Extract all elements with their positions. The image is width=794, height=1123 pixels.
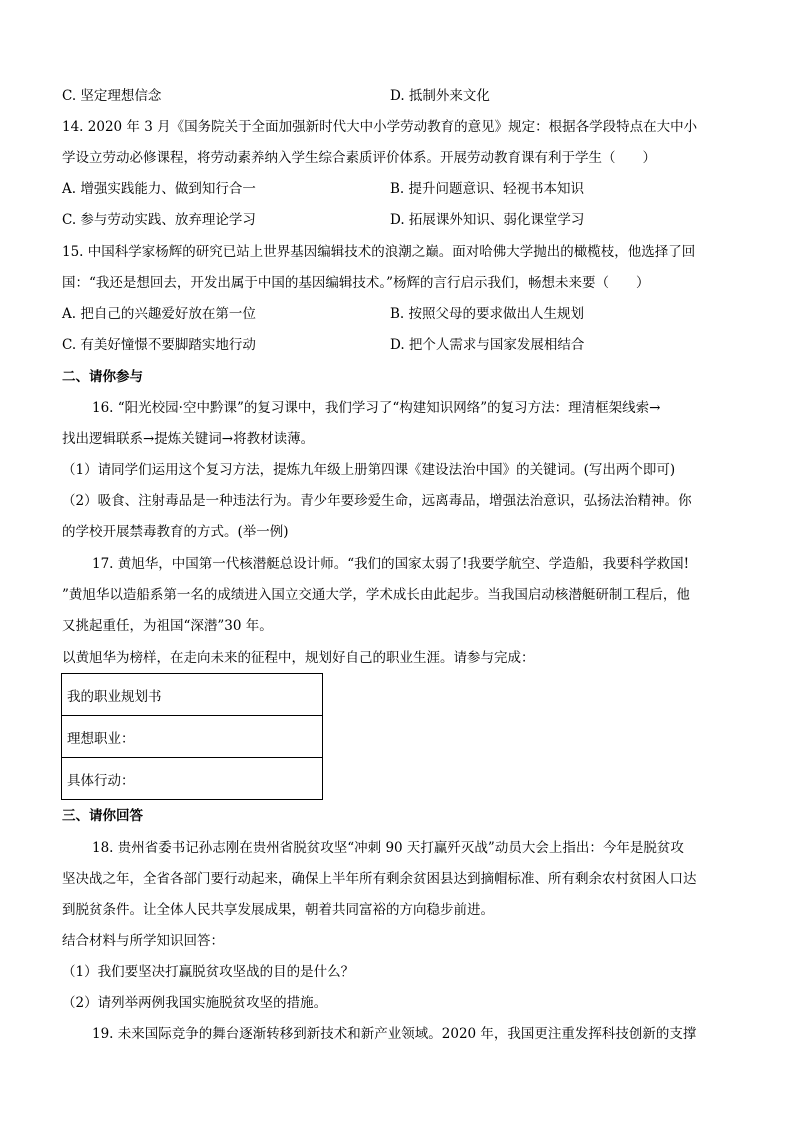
section-3-heading: 三、请你回答	[62, 808, 143, 824]
ideal-career-cell: 理想职业：	[62, 716, 323, 758]
q16-subquestion-1: （1）请同学们运用这个复习方法，提炼九年级上册第四课《建设法治中国》的关键词。(写出两个即可)	[62, 462, 676, 478]
q14-option-c: C. 参与劳动实践、放弃理论学习	[62, 212, 256, 228]
q15-option-b: B. 按照父母的要求做出人生规划	[390, 306, 585, 322]
q16-stem-line1: 16. “阳光校园·空中黔课”的复习课中，我们学习了“构建知识网络”的复习方法：理清框架线索→	[92, 400, 661, 416]
career-plan-table	[61, 673, 323, 800]
q17-prompt: 以黄旭华为榜样，在走向未来的征程中，规划好自己的职业生涯。请参与完成：	[62, 650, 535, 666]
q17-stem-line1: 17. 黄旭华，中国第一代核潜艇总设计师。“我们的国家太弱了!我要学航空、学造船，我要科学救国!	[92, 556, 690, 572]
concrete-actions-cell: 具体行动：	[62, 758, 323, 800]
q18-stem-line2: 坚决战之年，全省各部门要行动起来，确保上半年所有剩余贫困县达到摘帽标准、所有剩余农村贫困人口达	[62, 871, 697, 887]
q14-stem-line2: 学设立劳动必修课程，将劳动素养纳入学生综合素质评价体系。开展劳动教育课有利于学生（ ）	[62, 150, 656, 166]
q16-subquestion-2-line2: 的学校开展禁毒教育的方式。(举一例)	[62, 524, 289, 540]
q15-option-d: D. 把个人需求与国家发展相结合	[390, 337, 585, 353]
q19-stem-line1: 19. 未来国际竞争的舞台逐渐转移到新技术和新产业领域。2020 年，我国更注重发挥科技创新的支撑	[92, 1026, 697, 1042]
q16-stem-line2: 找出逻辑联系→提炼关键词→将教材读薄。	[62, 431, 315, 447]
q15-option-c: C. 有美好憧憬不要脚踏实地行动	[62, 337, 256, 353]
section-2-heading: 二、请你参与	[62, 369, 143, 385]
table-row	[62, 674, 323, 716]
q18-prompt: 结合材料与所学知识回答：	[62, 933, 224, 949]
q14-option-d: D. 拓展课外知识、弱化课堂学习	[390, 212, 585, 228]
q15-stem-line1: 15. 中国科学家杨辉的研究已站上世界基因编辑技术的浪潮之巅。面对哈佛大学抛出的橄榄枝，他选择了回	[62, 244, 696, 260]
q14-stem-line1: 14. 2020 年 3 月《国务院关于全面加强新时代大中小学劳动教育的意见》规定：根据各学段特点在大中小	[62, 119, 698, 135]
q14-option-b: B. 提升问题意识、轻视书本知识	[390, 181, 585, 197]
q17-stem-line3: 又挑起重任，为祖国“深潜”30 年。	[62, 618, 273, 634]
q15-option-a: A. 把自己的兴趣爱好放在第一位	[62, 306, 256, 322]
table-row	[62, 716, 323, 758]
q13-option-d: D. 抵制外来文化	[390, 88, 490, 104]
table-row	[62, 758, 323, 800]
q16-subquestion-2-line1: （2）吸食、注射毒品是一种违法行为。青少年要珍爱生命，远离毒品，增强法治意识，弘扬法治精神。你	[62, 493, 692, 509]
q13-option-c: C. 坚定理想信念	[62, 88, 162, 104]
q18-subquestion-1: （1）我们要坚决打赢脱贫攻坚战的目的是什么？	[62, 964, 355, 980]
q18-stem-line3: 到脱贫条件。让全体人民共享发展成果，朝着共同富裕的方向稳步前进。	[62, 902, 494, 918]
q17-stem-line2: ”黄旭华以造船系第一名的成绩进入国立交通大学，学术成长由此起步。当我国启动核潜艇研制工程后，他	[62, 587, 690, 603]
q15-stem-line2: 国：“我还是想回去，开发出属于中国的基因编辑技术。”杨辉的言行启示我们，畅想未来要（ ）	[62, 275, 650, 291]
q18-subquestion-2: （2）请列举两例我国实施脱贫攻坚的措施。	[62, 995, 328, 1011]
q18-stem-line1: 18. 贵州省委书记孙志刚在贵州省脱贫攻坚“冲刺 90 天打赢歼灭战”动员大会上指出：今年是脱贫攻	[92, 840, 684, 856]
q14-option-a: A. 增强实践能力、做到知行合一	[62, 181, 256, 197]
career-plan-title-cell: 我的职业规划书	[62, 674, 323, 716]
